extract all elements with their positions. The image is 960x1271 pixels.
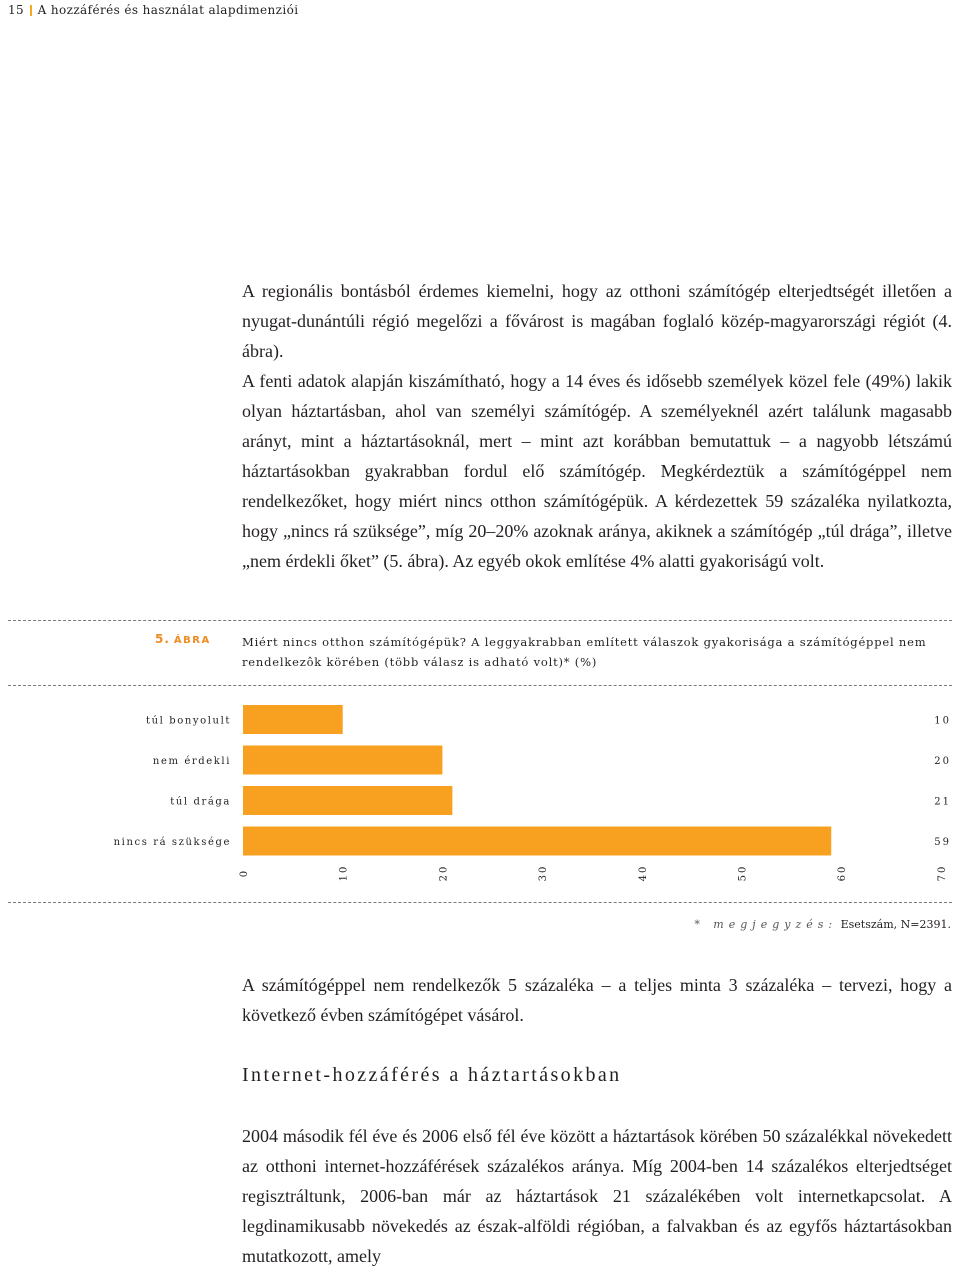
running-header: [8, 0, 299, 20]
note-text: Esetszám, N=2391.: [840, 918, 951, 931]
note-label: * megjegyzés:: [694, 918, 838, 931]
value-label: 21: [934, 796, 951, 808]
x-tick-label: 60: [837, 864, 849, 882]
value-label: 20: [934, 756, 951, 767]
intro-paragraph-2: A fenti adatok alapján kiszámítható, hogy a 14 éves és idősebb személyek közel fele (49%) lakik olyan háztartásban, ahol van személyi számítógép. A személyeknél azért találunk magasabb arányt, mint a háztartásoknál, mert – mint azt korábban bemutattuk – a nagyobb létszámú háztartásokban gyakrabban fordul elő számítógép. Megkérdeztük a számítógéppel nem rendelkezőket, hogy miért nincs otthon számítógépük. A kérdezettek 59 százaléka nyilatkozta, hogy „nincs rá szüksége”, míg 20–20% azoknak aránya, akiknek a számítógép „túl drága”, illetve „nem érdekli őket” (5. ábra). Az egyéb okok említése 4% alatti gyakoriságú volt.: [242, 371, 952, 571]
page-number: 15: [8, 3, 25, 17]
x-tick-label: 20: [438, 864, 450, 882]
x-tick-label: 0: [239, 868, 250, 878]
x-tick-label: 10: [338, 864, 350, 882]
value-label: 10: [934, 715, 951, 727]
x-tick-label: 50: [737, 864, 749, 882]
figure-top-divider: [8, 620, 952, 621]
bar: [243, 827, 831, 856]
intro-paragraph-1: A regionális bontásból érdemes kiemelni, hogy az otthoni számítógép elterjedtségét illetően a nyugat-dunántúli régió megelőzi a fővárost is magában foglaló közép-magyarországi régiót (4. ábra).: [242, 281, 952, 361]
category-label: nem érdekli: [152, 756, 231, 767]
running-title: A hozzáférés és használat alapdimenziói: [37, 3, 299, 17]
section-paragraph: 2004 második fél éve és 2006 első fél éve között a háztartások körében 50 százalékkal növekedett az otthoni internet-hozzáférések százalékos aránya. Míg 2004-ben 14 százalékos elterjedtséget regisztráltunk, 2006-ban már az háztartások 21 százalékében volt internetkapcsolat. A legdinamikusabb növekedés az észak-alföldi régióban, a falvakban és az egyfős háztartásokban mutatkozott, amely: [242, 1126, 952, 1266]
figure-label: ÁBRA: [173, 635, 211, 646]
figure-note: [694, 918, 951, 931]
bar: [243, 746, 442, 775]
closing-paragraph: A számítógéppel nem rendelkezők 5 százaléka – a teljes minta 3 százaléka – tervezi, hogy a következő évben számítógépet vásárol.: [242, 975, 952, 1025]
bar: [243, 786, 452, 815]
bar: [243, 705, 343, 734]
chart-top-divider: [8, 685, 952, 686]
section-text: [242, 1121, 952, 1271]
x-tick-label: 30: [538, 864, 550, 882]
x-tick-label: 70: [936, 864, 948, 882]
closing-text: [242, 970, 952, 1030]
chart-bottom-divider: [8, 902, 952, 903]
category-label: túl drága: [170, 796, 231, 808]
category-label: túl bonyolult: [145, 715, 231, 727]
value-label: 59: [934, 837, 951, 848]
figure-caption: Miért nincs otthon számítógépük? A leggyakrabban említett válaszok gyakorisága a számítógéppel nem rendelkezôk körében (több válasz is adható volt)* (%): [242, 635, 927, 669]
figure-number: 5. ÁBRA: [155, 632, 211, 646]
section-heading: Internet-hozzáférés a háztartásokban: [242, 1064, 622, 1086]
header-separator: [30, 5, 32, 16]
bar-chart: [0, 690, 960, 890]
category-label: nincs rá szüksége: [113, 837, 231, 848]
x-tick-label: 40: [637, 864, 649, 882]
intro-text: [242, 276, 952, 576]
